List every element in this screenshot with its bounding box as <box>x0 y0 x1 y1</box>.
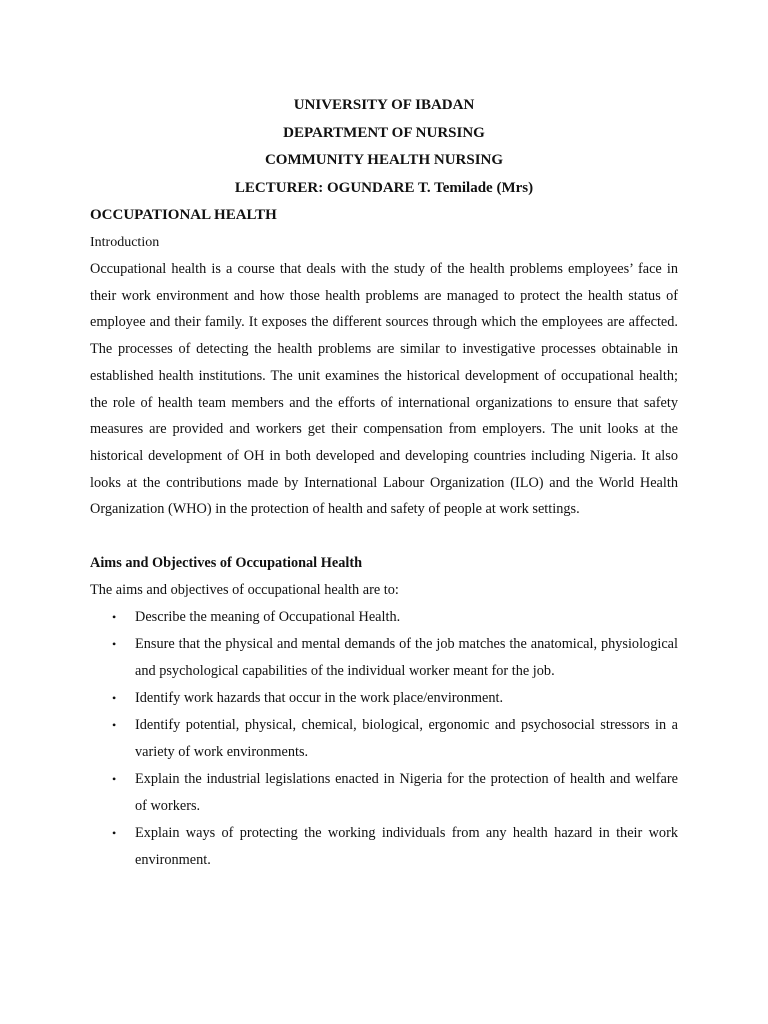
introduction-heading: Introduction <box>90 235 160 250</box>
list-item-text: Identify potential, physical, chemical, biological, ergonomic and psychosocial stressors in a variety of work environments. <box>135 717 678 761</box>
list-item-text: Explain the industrial legislations enacted in Nigeria for the protection of health and welfare of workers. <box>135 771 678 815</box>
list-item <box>90 712 678 766</box>
bullet-icon: • <box>112 610 117 625</box>
lecturer-name: LECTURER: OGUNDARE T. Temilade (Mrs) <box>234 179 534 196</box>
section-title: OCCUPATIONAL HEALTH <box>90 207 277 223</box>
bullet-icon: • <box>112 718 117 733</box>
list-item-text: Identify work hazards that occur in the work place/environment. <box>135 690 504 707</box>
course-name: COMMUNITY HEALTH NURSING <box>264 152 504 168</box>
list-item-text: Describe the meaning of Occupational Health. <box>135 609 401 626</box>
bullet-icon: • <box>112 691 117 706</box>
university-name: UNIVERSITY OF IBADAN <box>293 97 475 113</box>
department-name: DEPARTMENT OF NURSING <box>283 124 485 141</box>
introduction-paragraph: Occupational health is a course that deals with the study of the health problems employees’ face in their work environment and how those health problems are managed to protect the health status of employee and their family. It exposes the different sources through which the employees are affected. The processes of detecting the health problems are similar to investigative processes obtainable in established health institutions. The unit examines the historical development of occupational health; the role of health team members and the efforts of international organizations to ensure that safety measures are provided and workers get their compensation from employers. The unit looks at the historical development of OH in both developed and developing countries including Nigeria. It also looks at the contributions made by International Labour Organization (ILO) and the World Health Organization (WHO) in the protection of health and safety of people at work settings. <box>90 261 678 518</box>
bullet-icon: • <box>112 826 117 841</box>
list-item-text: Ensure that the physical and mental demands of the job matches the anatomical, physiological and psychological capabilities of the individual worker meant for the job. <box>135 636 678 680</box>
aims-list <box>90 604 678 874</box>
list-item <box>90 631 678 685</box>
list-item <box>90 766 678 820</box>
aims-intro: The aims and objectives of occupational health are to: <box>90 582 399 599</box>
bullet-icon: • <box>112 772 117 787</box>
bullet-icon: • <box>112 637 117 652</box>
list-item <box>90 820 678 874</box>
list-item <box>90 685 678 712</box>
aims-heading: Aims and Objectives of Occupational Health <box>90 555 363 572</box>
list-item <box>90 604 678 631</box>
list-item-text: Explain ways of protecting the working individuals from any health hazard in their work environment. <box>135 825 678 869</box>
